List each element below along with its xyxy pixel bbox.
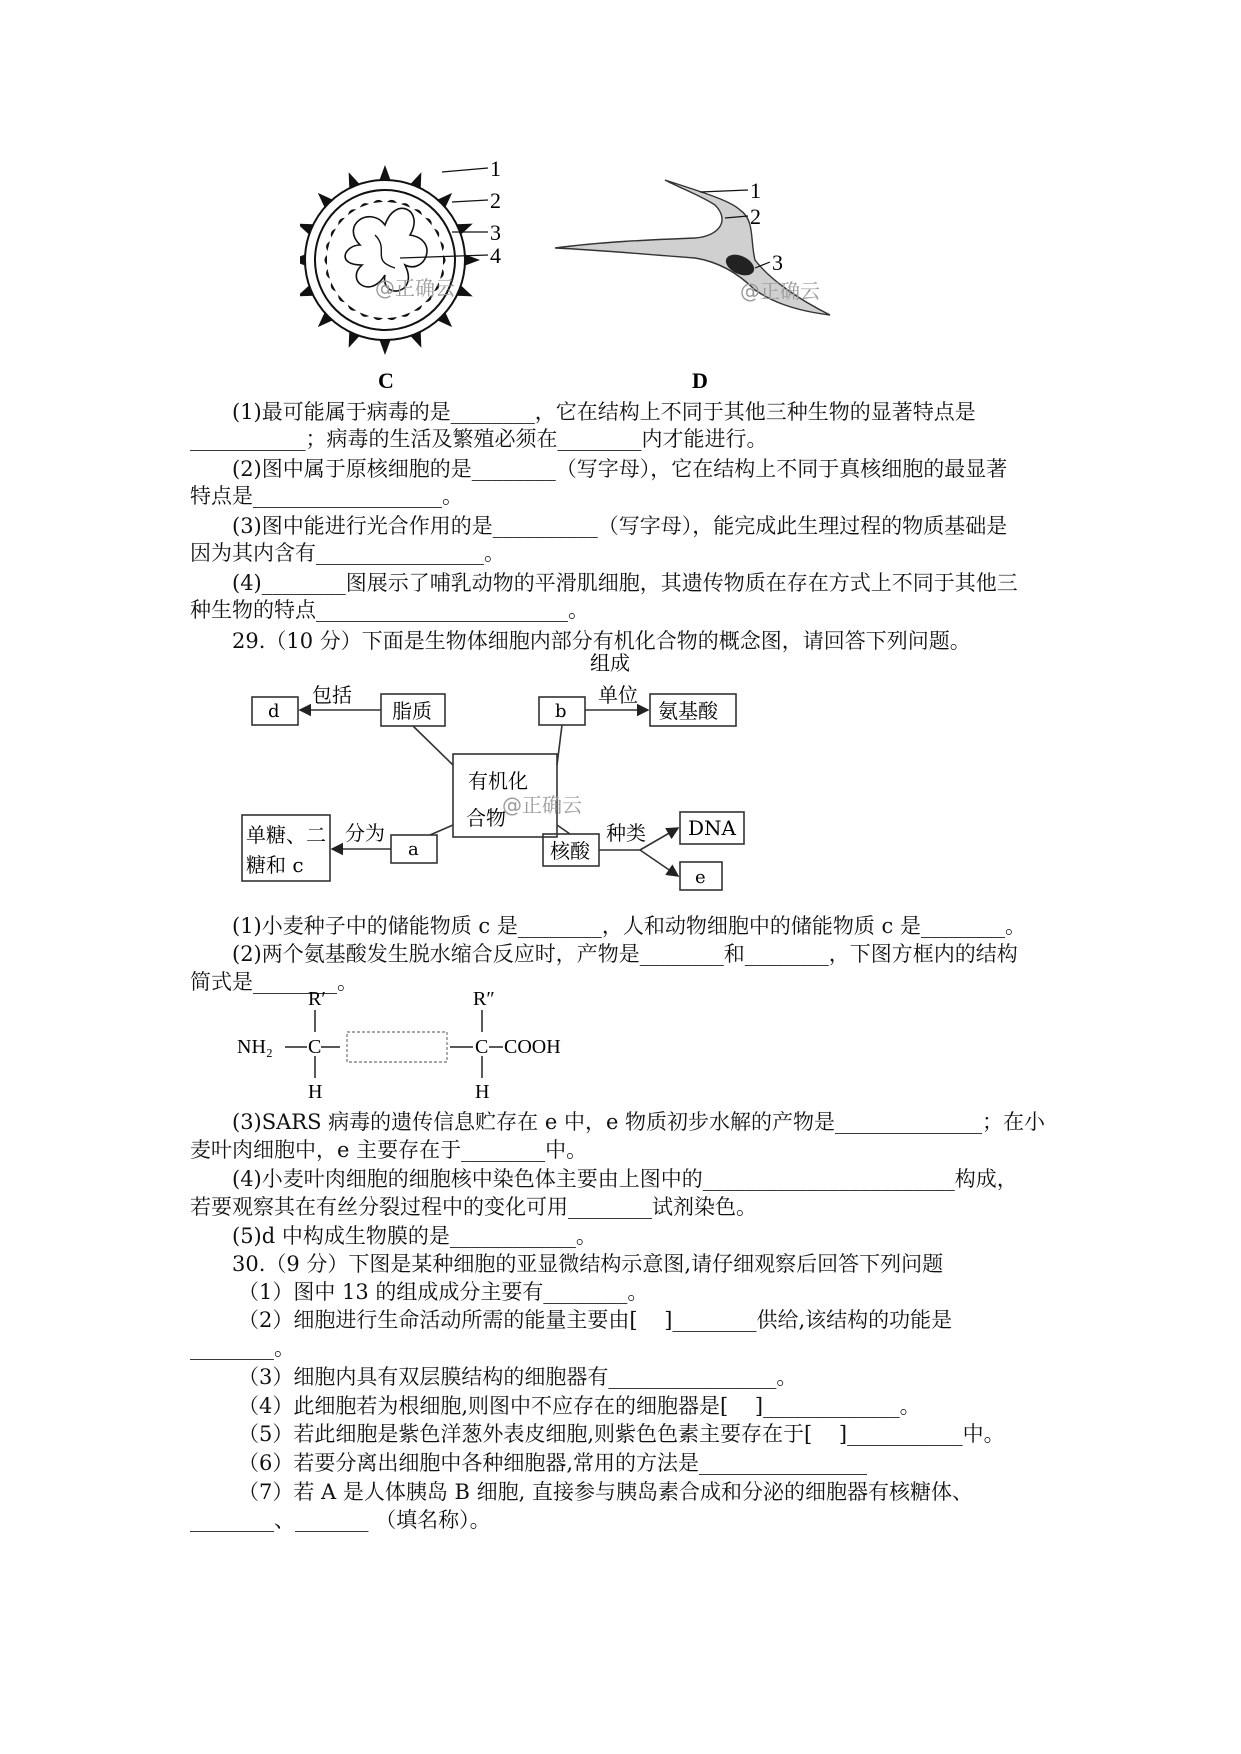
formula-h1: H bbox=[308, 1081, 323, 1103]
q29-line-8: (5)d 中构成生物膜的是____________。 bbox=[232, 1224, 597, 1248]
q30-line-6: （5）若此细胞是紫色洋葱外表皮细胞,则紫色色素主要存在于[ ]___________中。 bbox=[238, 1422, 1005, 1446]
formula-cooh: COOH bbox=[504, 1036, 561, 1058]
spike bbox=[410, 332, 421, 348]
q28-line-2: ___________；病毒的生活及繁殖必须在________内才能进行。 bbox=[190, 427, 768, 451]
concept-b-box: b bbox=[555, 701, 567, 722]
q30-line-1: （1）图中 13 的组成成分主要有________。 bbox=[238, 1280, 649, 1304]
spike bbox=[318, 312, 333, 327]
concept-tang-line2: 糖和 c bbox=[246, 853, 304, 877]
concept-watermark: @正确云 bbox=[502, 793, 582, 817]
formula-c2: C bbox=[475, 1036, 489, 1058]
figure-c-label-2: 2 bbox=[490, 188, 501, 213]
spike bbox=[410, 172, 421, 188]
spike bbox=[318, 193, 333, 208]
concept-e-box: e bbox=[695, 867, 706, 888]
concept-a-box: a bbox=[408, 839, 419, 860]
figure-d-label-2: 2 bbox=[750, 204, 761, 229]
spike bbox=[300, 224, 313, 235]
figure-d-caption: D bbox=[692, 368, 708, 393]
formula-h2: H bbox=[475, 1081, 490, 1103]
spike bbox=[457, 285, 473, 296]
q29-line-3: 简式是________。 bbox=[190, 970, 358, 994]
concept-d-box: d bbox=[268, 701, 280, 722]
q30-line-3: ________。 bbox=[190, 1336, 295, 1360]
figure-d-label-1: 1 bbox=[750, 178, 761, 203]
q28-line-3: (2)图中属于原核细胞的是________（写字母），它在结构上不同于真核细胞的最显著 bbox=[232, 457, 1008, 481]
spike bbox=[300, 285, 313, 296]
capsomere bbox=[373, 317, 383, 320]
q29-line-5: 麦叶肉细胞中，e 主要存在于________中。 bbox=[190, 1138, 588, 1162]
concept-center-line1: 有机化 bbox=[468, 769, 528, 793]
q29-line-1: (1)小麦种子中的储能物质 c 是________，人和动物细胞中的储能物质 c 是________。 bbox=[232, 914, 1026, 938]
spike bbox=[457, 224, 473, 235]
capsomere bbox=[331, 283, 336, 292]
q30-line-4: （3）细胞内具有双层膜结构的细胞器有________________。 bbox=[238, 1365, 798, 1389]
formula-r1: R′ bbox=[308, 990, 326, 1010]
capsomere bbox=[414, 305, 422, 311]
capsomere bbox=[414, 209, 422, 215]
capsomere bbox=[326, 269, 330, 279]
figure-c-label-3: 3 bbox=[490, 220, 501, 245]
capsomere bbox=[373, 200, 383, 203]
capsomere bbox=[325, 255, 328, 265]
q30-line-2: （2）细胞进行生命活动所需的能量主要由[ ]________供给,该结构的功能是 bbox=[238, 1308, 953, 1332]
spike bbox=[437, 312, 452, 327]
q29-title: 29.（10 分）下面是生物体细胞内部分有机化合物的概念图，请回答下列问题。 bbox=[232, 629, 971, 653]
figure-c-label-4: 4 bbox=[490, 243, 501, 268]
concept-center-line2: 合物 bbox=[466, 806, 506, 830]
capsomere bbox=[440, 241, 444, 251]
q29-line-2: (2)两个氨基酸发生脱水缩合反应时，产物是________和________，下图方框内的结构 bbox=[232, 942, 1018, 966]
concept-fenwei: 分为 bbox=[345, 821, 385, 845]
q28-line-7: (4)________图展示了哺乳动物的平滑肌细胞，其遗传物质在存在方式上不同于其他三 bbox=[232, 571, 1018, 595]
capsomere bbox=[331, 229, 336, 238]
q30-line-7: （6）若要分离出细胞中各种细胞器,常用的方法是________________ bbox=[238, 1451, 868, 1475]
formula-r2: R″ bbox=[473, 990, 495, 1010]
concept-baokuo: 包括 bbox=[312, 683, 352, 707]
spike bbox=[349, 172, 360, 188]
q28-line-5: (3)图中能进行光合作用的是__________（写字母），能完成此生理过程的物质基础是 bbox=[232, 514, 1008, 538]
capsomere bbox=[401, 312, 410, 316]
concept-tang-line1: 单糖、二 bbox=[246, 823, 326, 847]
q28-line-8: 种生物的特点________________________。 bbox=[190, 598, 589, 622]
figure-d-label-3: 3 bbox=[772, 250, 783, 275]
q30-line-5: （4）此细胞若为根细胞,则图中不应存在的细胞器是[ ]_____________。 bbox=[238, 1394, 921, 1418]
spike bbox=[349, 332, 360, 348]
spike bbox=[300, 254, 305, 265]
concept-danwei: 单位 bbox=[598, 683, 638, 707]
q30-line-9: ________、_______ （填名称）。 bbox=[190, 1508, 491, 1532]
concept-zhonglei: 种类 bbox=[606, 821, 646, 845]
capsomere bbox=[348, 209, 356, 215]
concept-map bbox=[240, 650, 760, 910]
capsomere bbox=[434, 229, 439, 238]
capsomere bbox=[401, 203, 410, 207]
capsomere bbox=[360, 203, 369, 207]
capsomere bbox=[338, 295, 345, 302]
capsomere bbox=[425, 218, 432, 225]
q29-line-4: (3)SARS 病毒的遗传信息贮存在 e 中，e 物质初步水解的产物是______________；在小 bbox=[232, 1110, 1046, 1134]
concept-dna: DNA bbox=[688, 816, 736, 840]
capsomere bbox=[387, 317, 397, 320]
capsomere bbox=[387, 200, 397, 203]
figure-c-virus-drawing bbox=[300, 165, 480, 355]
capsomere bbox=[348, 305, 356, 311]
concept-anjisuan: 氨基酸 bbox=[658, 699, 718, 723]
formula-nh2: NH₂ bbox=[237, 1036, 273, 1058]
q28-line-4: 特点是__________________。 bbox=[190, 484, 463, 508]
watermark-c: @正确云 bbox=[375, 276, 455, 300]
spike bbox=[437, 193, 452, 208]
figure-c-d bbox=[300, 150, 960, 395]
spike bbox=[379, 340, 390, 355]
dipeptide-formula bbox=[235, 990, 595, 1105]
concept-zhizhi: 脂质 bbox=[392, 699, 432, 723]
capsomere bbox=[360, 312, 369, 316]
q28-line-1: (1)最可能属于病毒的是________，它在结构上不同于其他三种生物的显著特点是 bbox=[232, 400, 976, 424]
q28-line-6: 因为其内含有________________。 bbox=[190, 541, 505, 565]
figure-c-caption: C bbox=[378, 368, 394, 393]
q29-line-7: 若要观察其在有丝分裂过程中的变化可用________试剂染色。 bbox=[190, 1195, 757, 1219]
concept-hesuan: 核酸 bbox=[550, 839, 590, 863]
watermark-d: @正确云 bbox=[740, 279, 820, 303]
figure-c-label-1: 1 bbox=[490, 156, 501, 181]
concept-top-label: 组成 bbox=[590, 651, 630, 675]
formula-c1: C bbox=[308, 1036, 322, 1058]
formula-blank-box bbox=[347, 1032, 447, 1062]
spike bbox=[379, 165, 390, 180]
q30-title: 30.（9 分）下图是某种细胞的亚显微结构示意图,请仔细观察后回答下列问题 bbox=[232, 1252, 944, 1276]
capsomere bbox=[326, 241, 330, 251]
q30-line-8: （7）若 A 是人体胰岛 B 细胞, 直接参与胰岛素合成和分泌的细胞器有核糖体、 bbox=[238, 1480, 974, 1504]
capsomere bbox=[338, 218, 345, 225]
q29-line-6: (4)小麦叶肉细胞的细胞核中染色体主要由上图中的________________________构成， bbox=[232, 1167, 1018, 1191]
